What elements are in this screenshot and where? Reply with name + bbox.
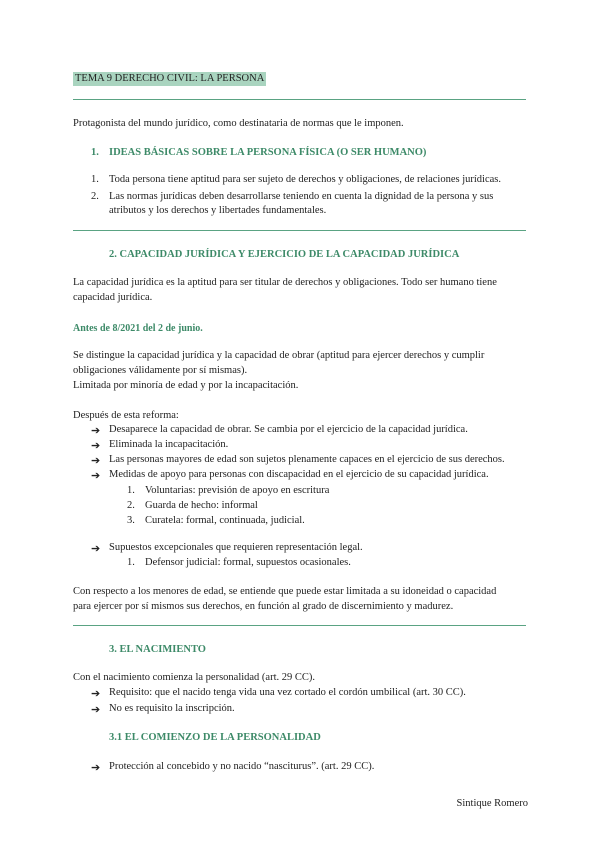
arrow-bullet-icon: ➔ xyxy=(91,704,101,716)
reform-bullet: Desaparece la capacidad de obrar. Se cambia por el ejercicio de la capacidad jurídica. xyxy=(109,424,468,435)
section3-bullet: Requisito: que el nacido tenga vida una vez cortado el cordón umbilical (art. 30 CC). xyxy=(109,687,466,698)
section1-item-number: 1. xyxy=(91,174,99,185)
arrow-bullet-icon: ➔ xyxy=(91,440,101,452)
measure-number: 3. xyxy=(127,515,135,526)
document-title: TEMA 9 DERECHO CIVIL: LA PERSONA xyxy=(75,73,265,84)
section1-item-text: Toda persona tiene aptitud para ser sujeto de derechos y obligaciones, de relaciones jurídicas. xyxy=(109,174,501,185)
section3-bullet: No es requisito la inscripción. xyxy=(109,703,235,714)
section1-number: 1. xyxy=(91,147,99,158)
arrow-bullet-icon: ➔ xyxy=(91,762,101,774)
measure-item: Curatela: formal, continuada, judicial. xyxy=(145,515,305,526)
section2-para2-cont: obligaciones válidamente por sí mismas). xyxy=(73,365,248,376)
arrow-bullet-icon: ➔ xyxy=(91,688,101,700)
section3-sub-bullet: Protección al concebido y no nacido “nasciturus”. (art. 29 CC). xyxy=(109,761,375,772)
footer-author: Sintique Romero xyxy=(456,798,528,809)
defensor-number: 1. xyxy=(127,557,135,568)
defensor-item: Defensor judicial: formal, supuestos ocasionales. xyxy=(145,557,351,568)
measure-number: 2. xyxy=(127,500,135,511)
reform-bullet: Medidas de apoyo para personas con discapacidad en el ejercicio de su capacidad jurídica. xyxy=(109,469,489,480)
section2-subheading: Antes de 8/2021 del 2 de junio. xyxy=(73,323,203,334)
arrow-bullet-icon: ➔ xyxy=(91,470,101,482)
section3-heading: 3. EL NACIMIENTO xyxy=(109,644,206,655)
section1-item-number: 2. xyxy=(91,191,99,202)
divider xyxy=(73,99,526,100)
section1-item-text: Las normas jurídicas deben desarrollarse teniendo en cuenta la dignidad de la persona y sus xyxy=(109,191,494,202)
section2-para1-cont: capacidad jurídica. xyxy=(73,292,153,303)
section2-para2: Se distingue la capacidad jurídica y la capacidad de obrar (aptitud para ejercer derechos y cumplir xyxy=(73,350,485,361)
arrow-bullet-icon: ➔ xyxy=(91,425,101,437)
section1-item-text-cont: atributos y los derechos y libertades fundamentales. xyxy=(109,205,327,216)
after-reform-label: Después de esta reforma: xyxy=(73,410,179,421)
measure-item: Guarda de hecho: informal xyxy=(145,500,258,511)
divider xyxy=(73,625,526,626)
minors-paragraph-cont: para ejercer por sí mismos sus derechos, en función al grado de discernimiento y madurez. xyxy=(73,601,454,612)
intro-paragraph: Protagonista del mundo jurídico, como destinataria de normas que le imponen. xyxy=(73,118,404,129)
divider xyxy=(73,230,526,231)
exceptional-bullet: Supuestos excepcionales que requieren representación legal. xyxy=(109,542,363,553)
measure-number: 1. xyxy=(127,485,135,496)
section2-para2-limit: Limitada por minoría de edad y por la incapacitación. xyxy=(73,380,299,391)
minors-paragraph: Con respecto a los menores de edad, se entiende que puede estar limitada a su idoneidad o capacidad xyxy=(73,586,497,597)
arrow-bullet-icon: ➔ xyxy=(91,543,101,555)
measure-item: Voluntarias: previsión de apoyo en escritura xyxy=(145,485,330,496)
arrow-bullet-icon: ➔ xyxy=(91,455,101,467)
section2-heading: 2. CAPACIDAD JURÍDICA Y EJERCICIO DE LA CAPACIDAD JURÍDICA xyxy=(109,249,460,260)
reform-bullet: Las personas mayores de edad son sujetos plenamente capaces en el ejercicio de sus derechos. xyxy=(109,454,505,465)
section3-subheading: 3.1 EL COMIENZO DE LA PERSONALIDAD xyxy=(109,732,321,743)
section1-heading: IDEAS BÁSICAS SOBRE LA PERSONA FÍSICA (O SER HUMANO) xyxy=(109,147,427,158)
section2-para1: La capacidad jurídica es la aptitud para ser titular de derechos y obligaciones. Todo ser humano tiene xyxy=(73,277,497,288)
reform-bullet: Eliminada la incapacitación. xyxy=(109,439,229,450)
section3-intro: Con el nacimiento comienza la personalidad (art. 29 CC). xyxy=(73,672,316,683)
